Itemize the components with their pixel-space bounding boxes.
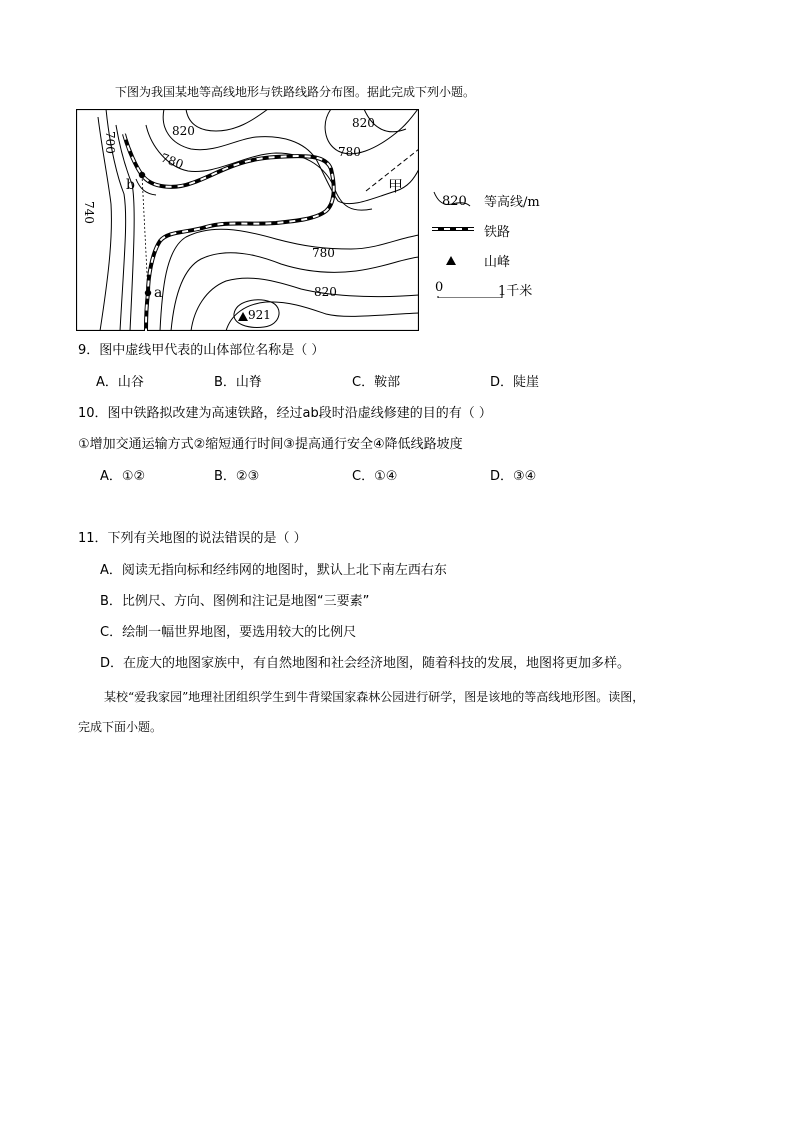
q11-option-b: B．比例尺、方向、图例和注记是地图“三要素” <box>100 594 370 609</box>
legend-contour-label: 等高线/m <box>484 195 540 210</box>
contour-label: 780 <box>312 246 335 260</box>
legend-railway-label: 铁路 <box>484 225 511 240</box>
intro-text: 下图为我国某地等高线地形与铁路线路分布图。据此完成下列小题。 <box>115 85 476 99</box>
contour-label: 780 <box>338 145 361 159</box>
legend-contour-value: 820 <box>442 194 467 209</box>
q11-option-c: C．绘制一幅世界地图，要选用较大的比例尺 <box>100 625 357 640</box>
contour-label: 740 <box>82 201 96 224</box>
peak-elevation: 921 <box>248 308 271 322</box>
contour-label: 700 <box>103 131 117 154</box>
question-10-stem: 10．图中铁路拟改建为高速铁路，经过ab段时沿虚线修建的目的有（ ） <box>78 406 492 421</box>
point-a-marker <box>145 290 151 296</box>
jia-label: 甲 <box>388 177 404 195</box>
legend-scale-unit: 1千米 <box>498 284 533 299</box>
point-b-label: b <box>126 177 135 193</box>
legend-scale-zero: 0 <box>435 280 444 295</box>
contour-label: 820 <box>314 285 337 299</box>
point-a-label: a <box>154 285 163 301</box>
intro-text-2-line1: 某校“爱我家园”地理社团组织学生到牛背梁国家森林公园进行研学，图是该地的等高线地形图。读图， <box>104 690 645 704</box>
q10-option-c: C．①④ <box>352 469 398 484</box>
map-legend <box>430 188 560 298</box>
q10-option-b: B．②③ <box>214 469 260 484</box>
question-11-stem: 11．下列有关地图的说法错误的是（ ） <box>78 531 307 546</box>
question-10-choices: ①增加交通运输方式②缩短通行时间③提高通行安全④降低线路坡度 <box>78 437 463 452</box>
contour-label: 780 <box>158 150 186 172</box>
q9-option-a: A．山谷 <box>96 375 144 390</box>
q11-option-d: D．在庞大的地图家族中，有自然地图和社会经济地图，随着科技的发展，地图将更加多样。 <box>100 656 631 671</box>
legend-peak-label: 山峰 <box>484 255 511 270</box>
q9-option-b: B．山脊 <box>214 375 262 390</box>
q10-option-d: D．③④ <box>490 469 537 484</box>
legend-peak-icon <box>446 256 456 265</box>
point-b-marker <box>139 172 145 178</box>
q10-option-a: A．①② <box>100 469 146 484</box>
q11-option-a: A．阅读无指向标和经纬网的地图时，默认上北下南左西右东 <box>100 563 447 578</box>
contour-label: 820 <box>352 116 375 130</box>
intro-text-2-line2: 完成下面小题。 <box>78 720 163 734</box>
q9-option-d: D．陡崖 <box>490 375 540 390</box>
contour-map <box>76 109 419 331</box>
contour-label: 820 <box>172 124 195 138</box>
q9-option-c: C．鞍部 <box>352 375 401 390</box>
question-9-stem: 9．图中虚线甲代表的山体部位名称是（ ） <box>78 343 325 358</box>
